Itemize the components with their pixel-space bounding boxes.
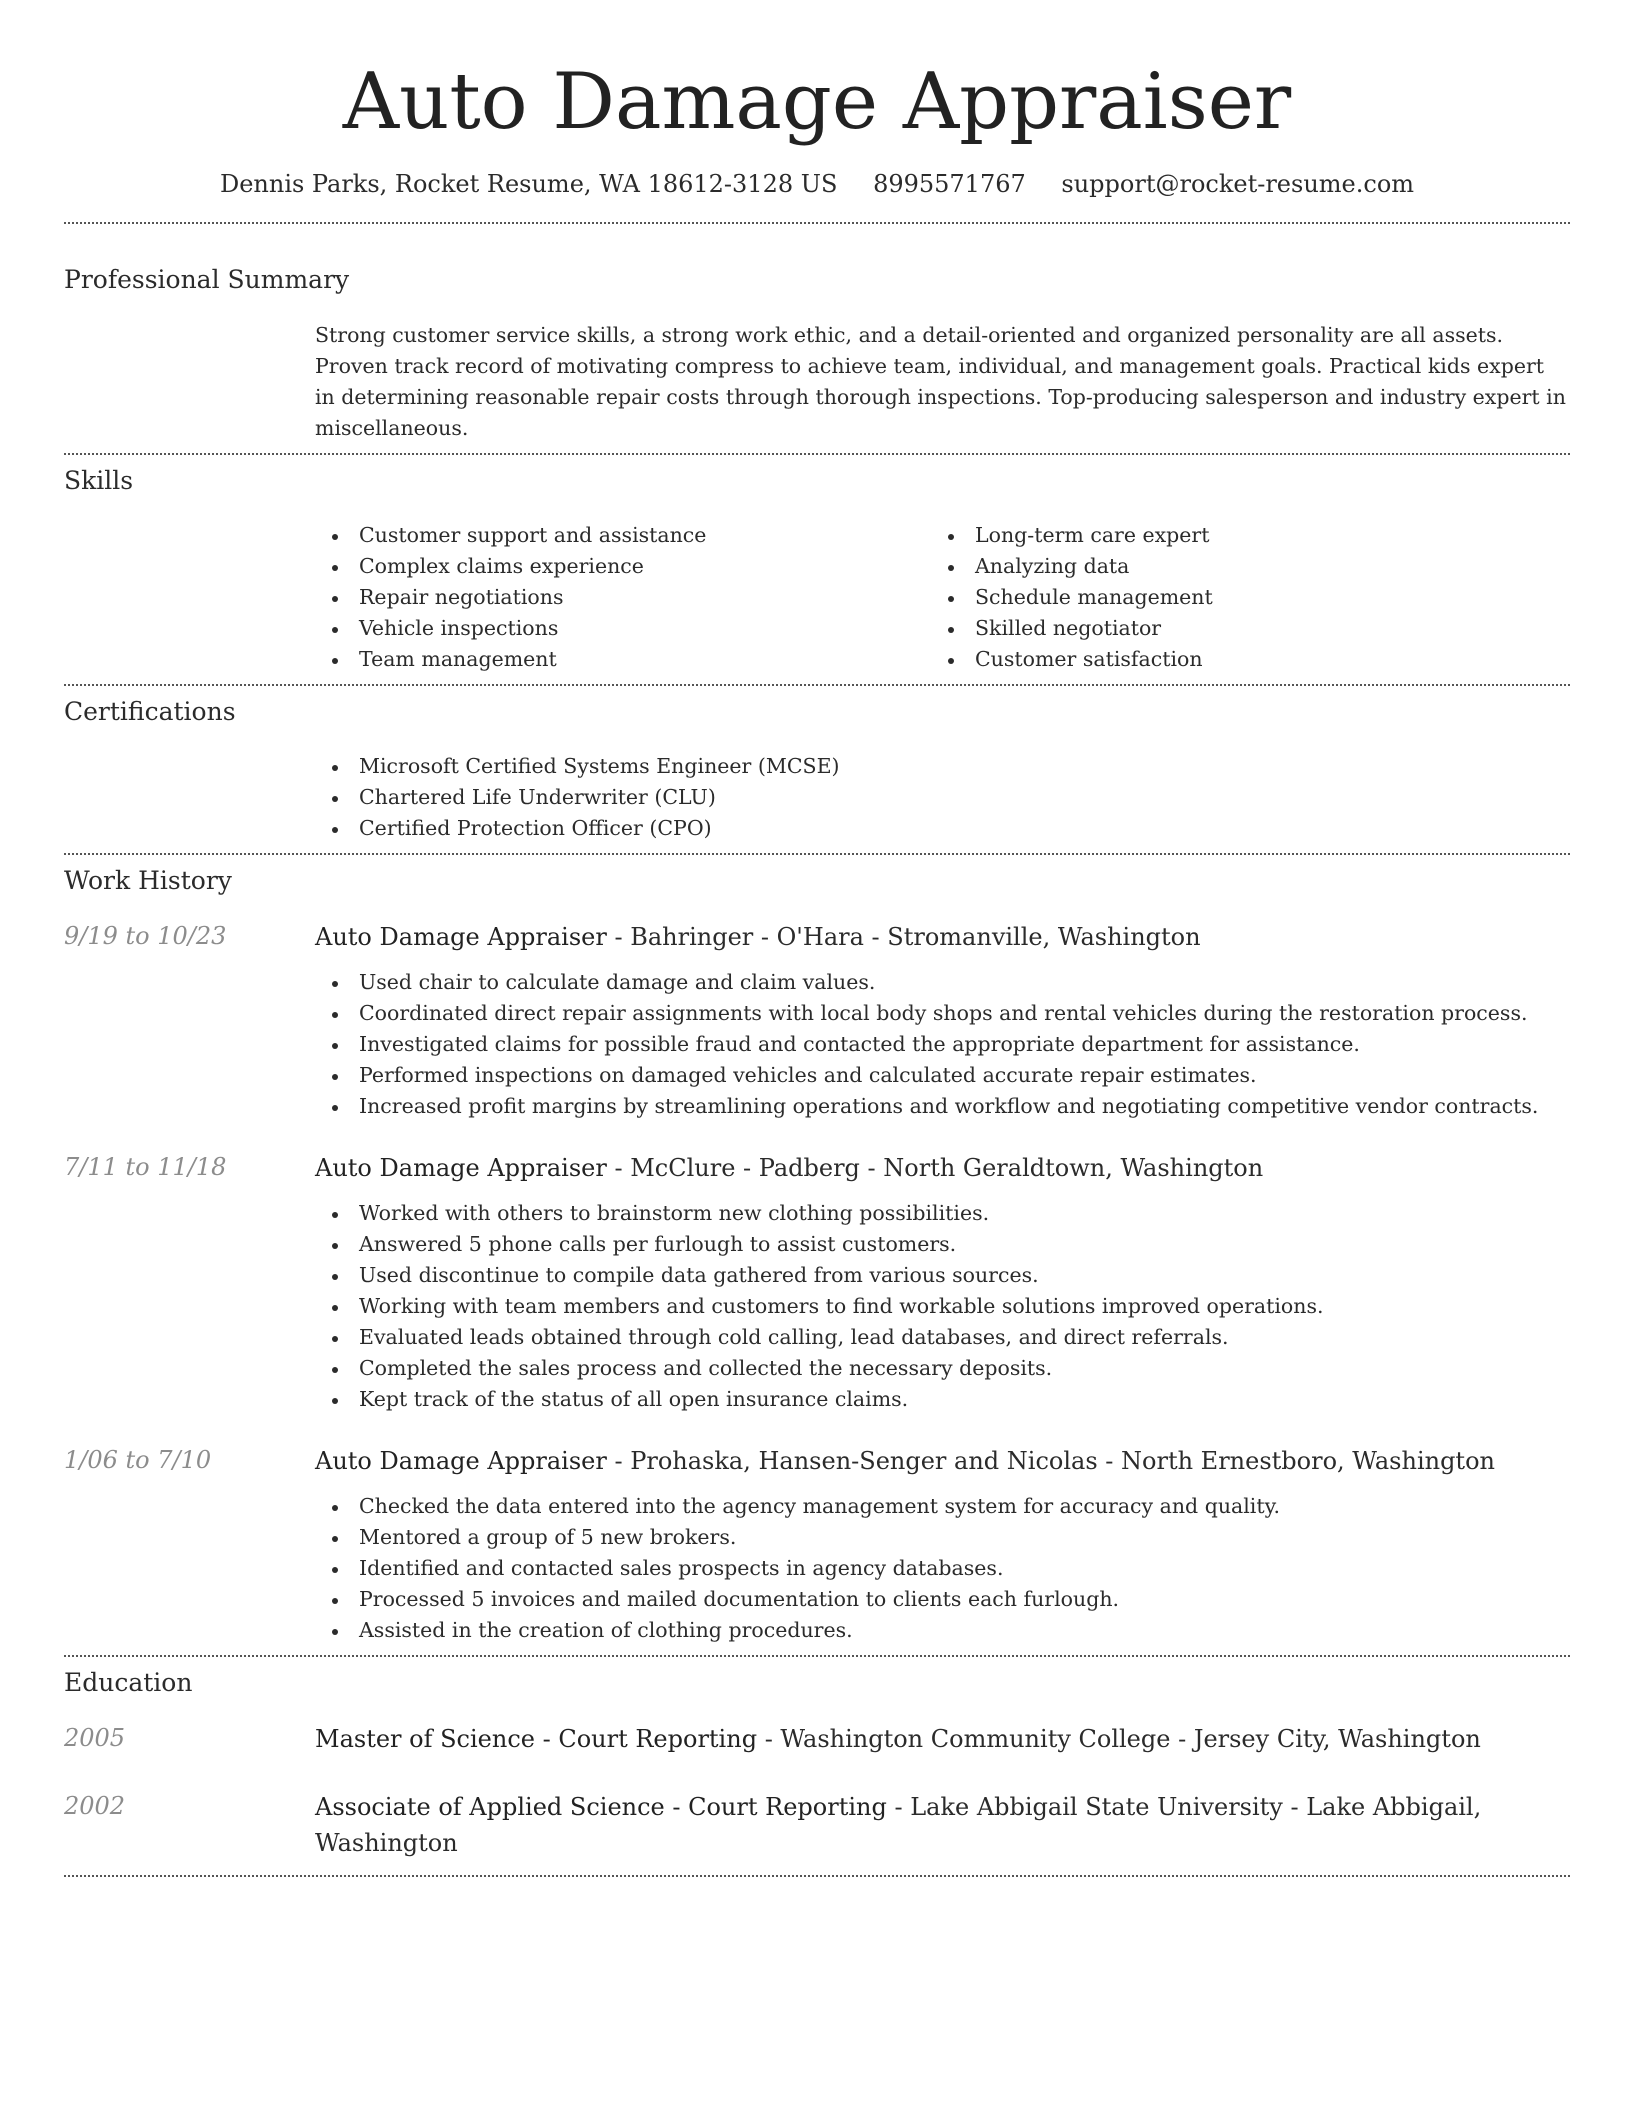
education-entry [64, 1789, 1570, 1861]
resume-title: Auto Damage Appraiser [342, 57, 1292, 147]
job-duty: Mentored a group of 5 new brokers. [315, 1522, 1570, 1553]
job-duties [315, 967, 1570, 1122]
job-duty: Coordinated direct repair assignments with local body shops and rental vehicles during the restoration process. [315, 998, 1570, 1029]
certifications-section [64, 696, 1570, 844]
job-dates: 9/19 to 10/23 [64, 922, 227, 950]
job-duties [315, 1491, 1570, 1646]
job-role: Auto Damage Appraiser [315, 923, 607, 951]
education-degree: Master of Science - Court Reporting [315, 1725, 758, 1753]
job-heading [315, 1150, 1570, 1186]
job-entry [64, 1443, 1570, 1646]
skill-item: Schedule management [931, 582, 1547, 613]
skills-column-left [315, 520, 931, 675]
work-history-section [64, 865, 1570, 1646]
education-school: - Washington Community College - Jersey City, Washington [757, 1725, 1481, 1753]
divider [64, 222, 1570, 224]
job-role: Auto Damage Appraiser [315, 1154, 607, 1182]
skill-item: Customer support and assistance [315, 520, 931, 551]
skills-section [64, 465, 1570, 675]
job-employer: - Prohaska, Hansen-Senger and Nicolas - North Ernestboro, Washington [606, 1447, 1495, 1475]
skills-column-right [931, 520, 1547, 675]
section-title-work-history: Work History [64, 866, 232, 895]
skill-item: Analyzing data [931, 551, 1547, 582]
job-dates: 7/11 to 11/18 [64, 1153, 227, 1181]
education-section [64, 1667, 1570, 1861]
divider [64, 684, 1570, 686]
contact-line [64, 168, 1570, 200]
education-school: - Lake Abbigail State University - Lake Abbigail, Washington [315, 1793, 1482, 1857]
section-title-skills: Skills [64, 466, 134, 495]
skill-item: Repair negotiations [315, 582, 931, 613]
summary-text: Strong customer service skills, a strong work ethic, and a detail-oriented and organized personality are all assets. Proven track record of motivating compress to achieve team, individual, and management goals. Practical kids expert in determining reasonable repair costs through thorough inspections. Top-producing salesperson and industry expert in miscellaneous. [315, 323, 1566, 440]
divider [64, 453, 1570, 455]
job-employer: - Bahringer - O'Hara - Stromanville, Washington [606, 923, 1201, 951]
contact-phone: 8995571767 [873, 170, 1026, 198]
job-heading [315, 919, 1570, 955]
education-degree: Associate of Applied Science - Court Reporting [315, 1793, 887, 1821]
skills-list [315, 520, 1570, 675]
skill-item: Team management [315, 644, 931, 675]
job-duty: Increased profit margins by streamlining operations and workflow and negotiating competitive vendor contracts. [315, 1091, 1570, 1122]
education-year: 2002 [64, 1792, 126, 1820]
job-dates: 1/06 to 7/10 [64, 1446, 212, 1474]
job-duty: Identified and contacted sales prospects in agency databases. [315, 1553, 1570, 1584]
summary-section [64, 264, 1570, 444]
job-entry [64, 919, 1570, 1122]
skill-item: Customer satisfaction [931, 644, 1547, 675]
job-entry [64, 1150, 1570, 1415]
resume-page [64, 0, 1570, 1877]
education-heading [315, 1721, 1570, 1757]
contact-address: Dennis Parks, Rocket Resume, WA 18612-3128 US [219, 170, 838, 198]
job-duty: Working with team members and customers to find workable solutions improved operations. [315, 1291, 1570, 1322]
job-duties [315, 1198, 1570, 1415]
skill-item: Long-term care expert [931, 520, 1547, 551]
certification-item: Microsoft Certified Systems Engineer (MCSE) [315, 751, 1570, 782]
skill-item: Vehicle inspections [315, 613, 931, 644]
divider [64, 1875, 1570, 1877]
contact-email: support@rocket-resume.com [1061, 170, 1415, 198]
divider [64, 853, 1570, 855]
divider [64, 1655, 1570, 1657]
job-duty: Evaluated leads obtained through cold calling, lead databases, and direct referrals. [315, 1322, 1570, 1353]
job-duty: Kept track of the status of all open insurance claims. [315, 1384, 1570, 1415]
certifications-list [315, 751, 1570, 844]
job-duty: Checked the data entered into the agency management system for accuracy and quality. [315, 1491, 1570, 1522]
job-duty: Completed the sales process and collected the necessary deposits. [315, 1353, 1570, 1384]
section-title-certifications: Certifications [64, 697, 236, 726]
job-employer: - McClure - Padberg - North Geraldtown, Washington [606, 1154, 1264, 1182]
job-duty: Used discontinue to compile data gathered from various sources. [315, 1260, 1570, 1291]
job-heading [315, 1443, 1570, 1479]
section-title-summary: Professional Summary [64, 265, 350, 294]
certification-item: Certified Protection Officer (CPO) [315, 813, 1570, 844]
job-duty: Answered 5 phone calls per furlough to assist customers. [315, 1229, 1570, 1260]
job-duty: Investigated claims for possible fraud and contacted the appropriate department for assistance. [315, 1029, 1570, 1060]
section-title-education: Education [64, 1668, 193, 1697]
education-heading [315, 1789, 1570, 1861]
skill-item: Complex claims experience [315, 551, 931, 582]
education-year: 2005 [64, 1724, 126, 1752]
education-entry [64, 1721, 1570, 1757]
job-role: Auto Damage Appraiser [315, 1447, 607, 1475]
skill-item: Skilled negotiator [931, 613, 1547, 644]
job-duty: Processed 5 invoices and mailed documentation to clients each furlough. [315, 1584, 1570, 1615]
job-duty: Performed inspections on damaged vehicles and calculated accurate repair estimates. [315, 1060, 1570, 1091]
job-duty: Worked with others to brainstorm new clothing possibilities. [315, 1198, 1570, 1229]
job-duty: Assisted in the creation of clothing procedures. [315, 1615, 1570, 1646]
certification-item: Chartered Life Underwriter (CLU) [315, 782, 1570, 813]
job-duty: Used chair to calculate damage and claim values. [315, 967, 1570, 998]
